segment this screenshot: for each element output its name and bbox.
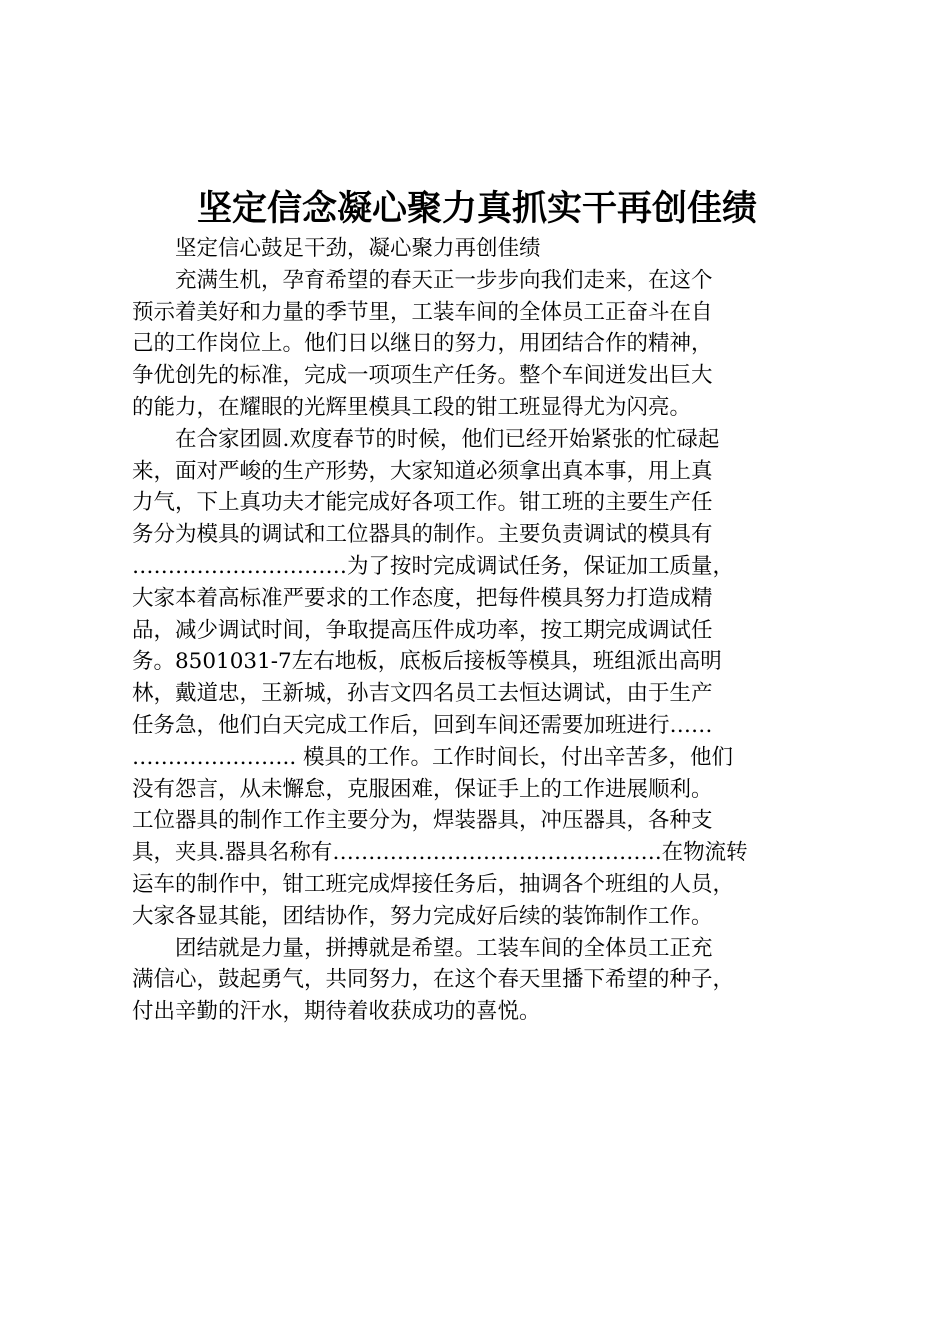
- paragraph-spring-intro: 充满生机，孕育希望的春天正一步步向我们走来，在这个 预示着美好和力量的季节里，工装车间的全体员工正奋斗在自 己的工作岗位上。他们日以继日的努力，用团结合作的精神， 争优创先的标准，完成一项项生产任务。整个车间迸发出巨大 的能力，在耀眼的光辉里模具工段的钳工班显得尤为闪亮。: [132, 267, 713, 420]
- paragraph-work-details: 在合家团圆.欢度春节的时候，他们已经开始紧张的忙碌起 来，面对严峻的生产形势，大家知道必须拿出真本事，用上真 力气，下上真功夫才能完成好各项工作。钳工班的主要生产任 务分为模具的调试和工位器具的制作。主要负责调试的模具有 …………………………为了按时完成调试任务，保证加工质量， 大家本着高标准严要求的工作态度，把每件模具努力打造成精 品，减少调试时间，争取提高压件成功率，按工期完成调试任 务。8501031-7左右地板，底板后接板等模具，班组派出高明 林，戴道忠，王新城，孙吉文四名员工去恒达调试，由于生产 任务急，他们白天完成工作后，回到车间还需要加班进行…… ………………….. 模具的工作。工作时间长，付出辛苦多，他们 没有怨言，从未懈怠，克服困难，保证手上的工作进展顺利。 工位器具的制作工作主要分为，焊装器具，冲压器具，各种支 具，夹具.器具名称有……………………………………….在物流转 运车的制作中，钳工班完成焊接任务后，抽调各个班组的人员， 大家各显其能，团结协作，努力完成好后续的装饰制作工作。: [132, 426, 748, 929]
- paragraph-conclusion: 团结就是力量，拼搏就是希望。工装车间的全体员工正充 满信心，鼓起勇气，共同努力，在这个春天里播下希望的种子， 付出辛勤的汗水，期待着收获成功的喜悦。: [132, 935, 735, 1025]
- document-body: [132, 233, 832, 1028]
- document-title: 坚定信念凝心聚力真抓实干再创佳绩: [196, 188, 757, 229]
- paragraph-subtitle: 坚定信心鼓足干劲，凝心聚力再创佳绩: [175, 236, 541, 261]
